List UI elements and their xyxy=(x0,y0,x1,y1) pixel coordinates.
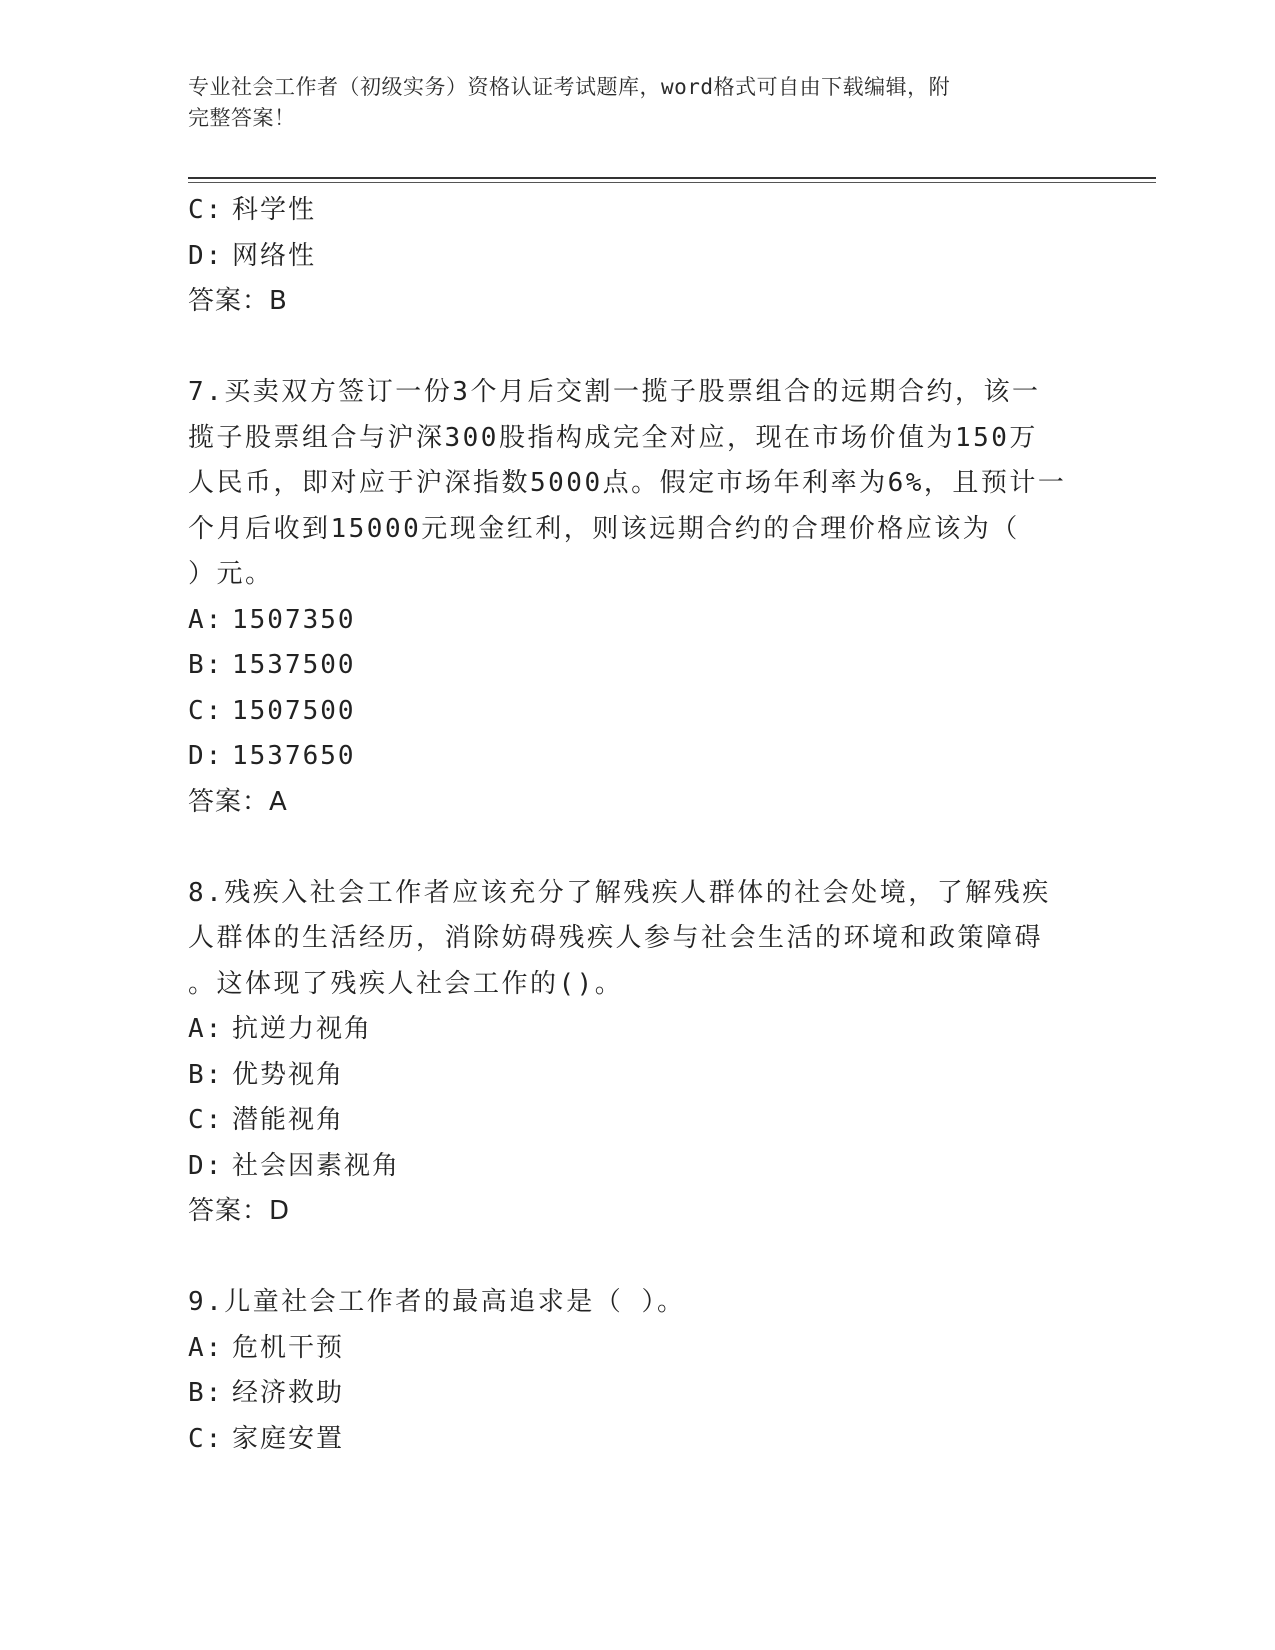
question-6-tail xyxy=(188,188,1088,325)
header-line-1: 专业社会工作者（初级实务）资格认证考试题库，word格式可自由下载编辑，附 xyxy=(188,75,951,99)
option-key: D: xyxy=(188,741,224,771)
option-c xyxy=(188,1417,1088,1463)
option-a xyxy=(188,1326,1088,1372)
option-text: 经济救助 xyxy=(232,1378,345,1408)
spacer xyxy=(188,1235,1088,1281)
option-d xyxy=(188,734,1088,780)
header-line-2: 完整答案！ xyxy=(188,106,296,130)
option-key: B: xyxy=(188,1378,224,1408)
option-text: 家庭安置 xyxy=(232,1423,345,1454)
option-b xyxy=(188,1371,1088,1417)
option-text: 网络性 xyxy=(232,240,317,271)
option-b xyxy=(188,1053,1088,1099)
option-text: 抗逆力视角 xyxy=(232,1014,373,1044)
option-key: C: xyxy=(188,1105,224,1135)
option-key: A: xyxy=(188,1332,224,1363)
option-text: 1537500 xyxy=(232,650,356,680)
question-text-line: 8.残疾入社会工作者应该充分了解残疾人群体的社会处境，了解残疾 xyxy=(188,877,1051,908)
question-text-line: ）元。 xyxy=(188,559,274,589)
option-a xyxy=(188,1007,1088,1053)
spacer xyxy=(188,825,1088,871)
question-9 xyxy=(188,1280,1088,1462)
option-key: B: xyxy=(188,1059,224,1090)
option-key: B: xyxy=(188,650,224,680)
question-text-line: 揽子股票组合与沪深300股指构成完全对应，现在市场价值为150万 xyxy=(188,422,1038,453)
question-text-line: 7.买卖双方签订一份3个月后交割一揽子股票组合的远期合约，该一 xyxy=(188,377,1041,407)
question-text-line: 。这体现了残疾人社会工作的()。 xyxy=(188,968,624,999)
option-key: D: xyxy=(188,240,224,271)
option-text: 科学性 xyxy=(232,195,317,225)
option-key: A: xyxy=(188,604,224,635)
answer-line: 答案：D xyxy=(188,1196,291,1226)
option-key: C: xyxy=(188,195,224,225)
question-text-line: 人群体的生活经历，消除妨碍残疾人参与社会生活的环境和政策障碍 xyxy=(188,923,1044,953)
option-key: D: xyxy=(188,1150,224,1181)
option-text: 1507500 xyxy=(232,695,356,726)
question-text-line: 9.儿童社会工作者的最高追求是（ ）。 xyxy=(188,1287,686,1317)
option-d xyxy=(188,1144,1088,1190)
option-c xyxy=(188,689,1088,735)
option-key: C: xyxy=(188,695,224,726)
option-key: A: xyxy=(188,1014,224,1044)
option-c xyxy=(188,188,1088,234)
question-8 xyxy=(188,871,1088,1235)
question-7 xyxy=(188,370,1088,825)
option-text: 1537650 xyxy=(232,741,356,771)
option-d xyxy=(188,234,1088,280)
option-text: 危机干预 xyxy=(232,1332,345,1363)
header-divider-thin xyxy=(188,182,1156,183)
option-key: C: xyxy=(188,1423,224,1454)
page-header xyxy=(188,72,1088,134)
document-body xyxy=(188,188,1088,1462)
answer-line: 答案：A xyxy=(188,786,288,817)
option-text: 1507350 xyxy=(232,604,356,635)
question-text-line: 个月后收到15000元现金红利，则该远期合约的合理价格应该为（ xyxy=(188,513,1020,544)
header-divider-thick xyxy=(188,177,1156,179)
option-text: 潜能视角 xyxy=(232,1105,345,1135)
option-a xyxy=(188,598,1088,644)
answer-line: 答案：B xyxy=(188,286,288,316)
spacer xyxy=(188,325,1088,371)
option-text: 优势视角 xyxy=(232,1059,345,1090)
option-text: 社会因素视角 xyxy=(232,1150,401,1181)
option-c xyxy=(188,1098,1088,1144)
option-b xyxy=(188,643,1088,689)
question-text-line: 人民币，即对应于沪深指数5000点。假定市场年利率为6%，且预计一 xyxy=(188,468,1067,498)
